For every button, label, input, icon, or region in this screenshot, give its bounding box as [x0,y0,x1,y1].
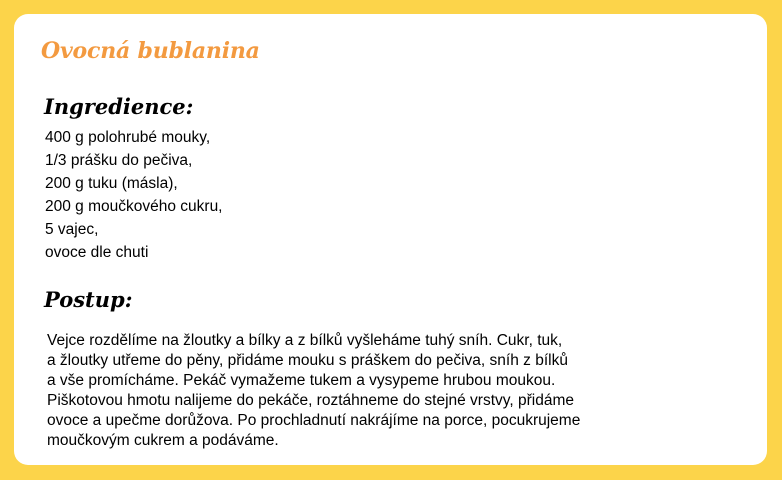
ingredient-item: 400 g polohrubé mouky, [45,129,211,146]
ingredient-item: ovoce dle chuti [45,244,149,261]
method-line: Piškotovou hmotu nalijeme do pekáče, roztáhneme do stejné vrstvy, přidáme [47,392,574,409]
ingredient-item: 1/3 prášku do pečiva, [45,152,193,169]
method-line: ovoce a upečme dorůžova. Po prochladnutí nakrájíme na porce, pocukrujeme [47,412,581,429]
ingredients-list [45,126,223,264]
method-line: a vše promícháme. Pekáč vymažeme tukem a vysypeme hrubou moukou. [47,372,556,389]
recipe-title: Ovocná bublanina [41,38,260,64]
method-line: Vejce rozdělíme na žloutky a bílky a z bílků vyšleháme tuhý sníh. Cukr, tuk, [47,332,563,349]
method-heading: Postup: [44,287,133,312]
recipe-card [14,14,767,465]
ingredient-item: 5 vajec, [45,221,99,238]
ingredient-item: 200 g tuku (másla), [45,175,178,192]
method-line: moučkovým cukrem a podáváme. [47,432,279,449]
ingredient-item: 200 g moučkového cukru, [45,198,223,215]
method-line: a žloutky utřeme do pěny, přidáme mouku s práškem do pečiva, sníh z bílků [47,352,568,369]
ingredients-heading: Ingredience: [44,94,194,119]
method-text [47,331,580,451]
